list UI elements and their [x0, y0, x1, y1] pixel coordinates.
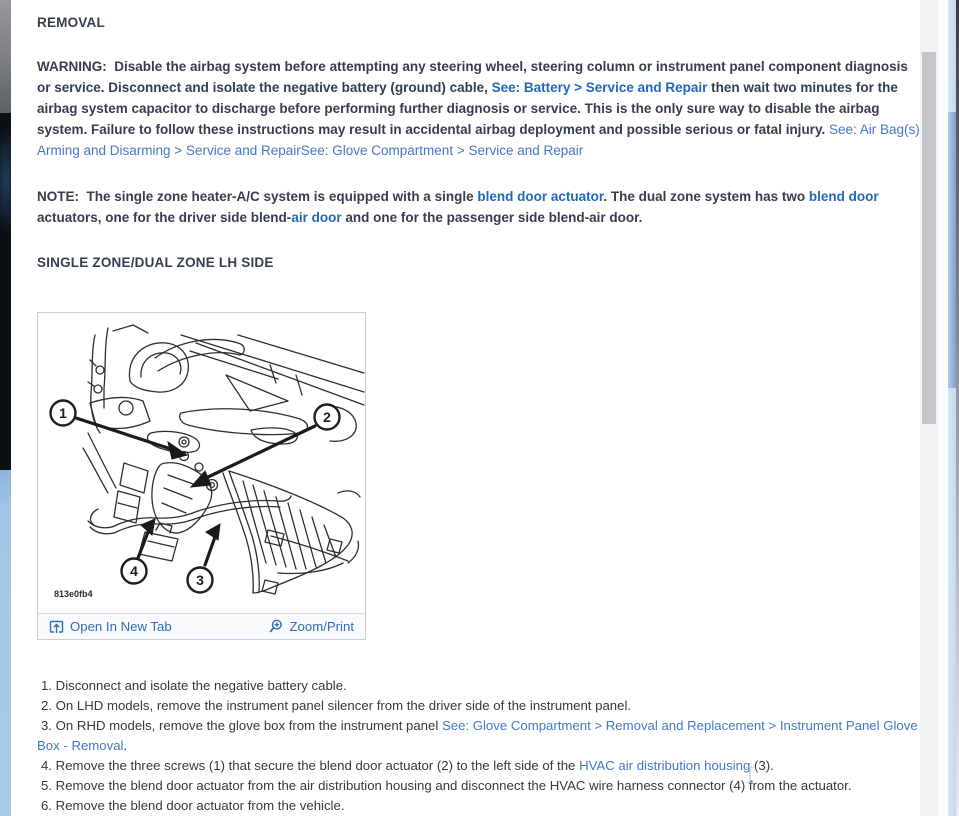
- step-1: [37, 676, 920, 696]
- note-paragraph: [37, 186, 920, 228]
- left-edge-strip: [0, 0, 11, 816]
- blend-door-actuator-link[interactable]: blend door actuator: [477, 189, 604, 204]
- zoom-print-label: Zoom/Print: [289, 619, 354, 634]
- open-in-new-tab-label: Open In New Tab: [70, 619, 172, 634]
- battery-service-link[interactable]: See: Battery > Service and Repair: [491, 80, 708, 95]
- scrollbar-gap: [938, 0, 948, 816]
- technical-illustration: [38, 313, 365, 613]
- step-6-text: Remove the blend door actuator from the vehicle.: [55, 798, 345, 813]
- step-2-number: 2.: [41, 698, 52, 713]
- text-cursor: [745, 766, 755, 784]
- step-4: [37, 756, 920, 776]
- step-5-number: 5.: [41, 778, 52, 793]
- glove-box-removal-link[interactable]: See: Glove Compartment > Removal and Replacement > Instrument Panel Glove Box - Removal: [37, 718, 918, 753]
- note-text: NOTE: The single zone heater-A/C system is equipped with a single: [37, 189, 478, 204]
- page-scrollbar-thumb[interactable]: [948, 112, 956, 388]
- step-6-number: 6.: [41, 798, 52, 813]
- blend-door-link[interactable]: blend door: [808, 189, 879, 204]
- callout-1-label: 1: [59, 405, 67, 421]
- step-2-text: On LHD models, remove the instrument panel silencer from the driver side of the instrument panel.: [55, 698, 632, 713]
- content-scrollbar-thumb[interactable]: [922, 52, 936, 424]
- procedure-steps: [37, 676, 920, 816]
- page-scrollbar-track[interactable]: [948, 0, 956, 816]
- section-heading: SINGLE ZONE/DUAL ZONE LH SIDE: [37, 255, 274, 270]
- step-3: [37, 716, 920, 756]
- document-content: [11, 0, 920, 816]
- left-edge-gray-segment: [0, 0, 11, 113]
- step-3-text: On RHD models, remove the glove box from the instrument panel: [55, 718, 442, 733]
- left-edge-glow: [0, 130, 11, 240]
- airbag-arming-link[interactable]: See: Air Bag(s) Arming and Disarming > Service and Repair: [37, 122, 920, 158]
- figure-toolbar: [38, 613, 365, 639]
- step-1-text: Disconnect and isolate the negative battery cable.: [55, 678, 347, 693]
- warning-text: WARNING: Disable the airbag system before attempting any steering wheel, steering column or instrument panel component diagnosis or service. Disconnect and isolate the negative battery (ground) cable,: [37, 59, 908, 95]
- step-4-number: 4.: [41, 758, 52, 773]
- note-text-4: and one for the passenger side blend-air door.: [341, 210, 643, 225]
- step-5-text: Remove the blend door actuator from the air distribution housing and disconnect the HVAC wire harness connector (4) from the actuator.: [55, 778, 852, 793]
- zoom-magnifier-icon: [269, 619, 284, 634]
- step-3-number: 3.: [41, 718, 52, 733]
- open-in-new-tab-button[interactable]: [49, 619, 172, 634]
- hvac-housing-link[interactable]: HVAC air distribution housing: [579, 758, 751, 773]
- open-in-new-tab-icon: [49, 619, 64, 634]
- warning-paragraph: [37, 56, 920, 161]
- step-4-tail: (3).: [750, 758, 774, 773]
- content-scrollbar-track[interactable]: [920, 0, 938, 816]
- callout-3-label: 3: [196, 572, 204, 588]
- callout-4-label: 4: [130, 563, 138, 579]
- left-edge-blue-segment: [0, 470, 11, 816]
- step-1-number: 1.: [41, 678, 52, 693]
- air-door-link[interactable]: air door: [291, 210, 342, 225]
- blend-door-actuator-diagram: [38, 313, 365, 613]
- page-title: REMOVAL: [37, 15, 105, 30]
- warning-text-2: then wait two minutes for the airbag system capacitor to discharge before performing further diagnosis or service. This is the only sure way to disable the airbag system. Failure to follow these instructions may result in accidental airbag deployment and possible serious or fatal injury.: [37, 80, 898, 137]
- step-2: [37, 696, 920, 716]
- callout-2-label: 2: [323, 409, 331, 425]
- step-4-text: Remove the three screws (1) that secure the blend door actuator (2) to the left side of the: [55, 758, 580, 773]
- step-5: [37, 776, 920, 796]
- glove-compartment-service-link[interactable]: See: Glove Compartment > Service and Repair: [300, 143, 584, 158]
- step-6: [37, 796, 920, 816]
- step-3-tail: .: [123, 738, 128, 753]
- figure-card: [37, 312, 366, 640]
- zoom-print-button[interactable]: [269, 619, 355, 634]
- note-text-3: actuators, one for the driver side blend-: [37, 210, 292, 225]
- figure-code-label: 813e0fb4: [54, 589, 93, 599]
- note-text-2: . The dual zone system has two: [603, 189, 809, 204]
